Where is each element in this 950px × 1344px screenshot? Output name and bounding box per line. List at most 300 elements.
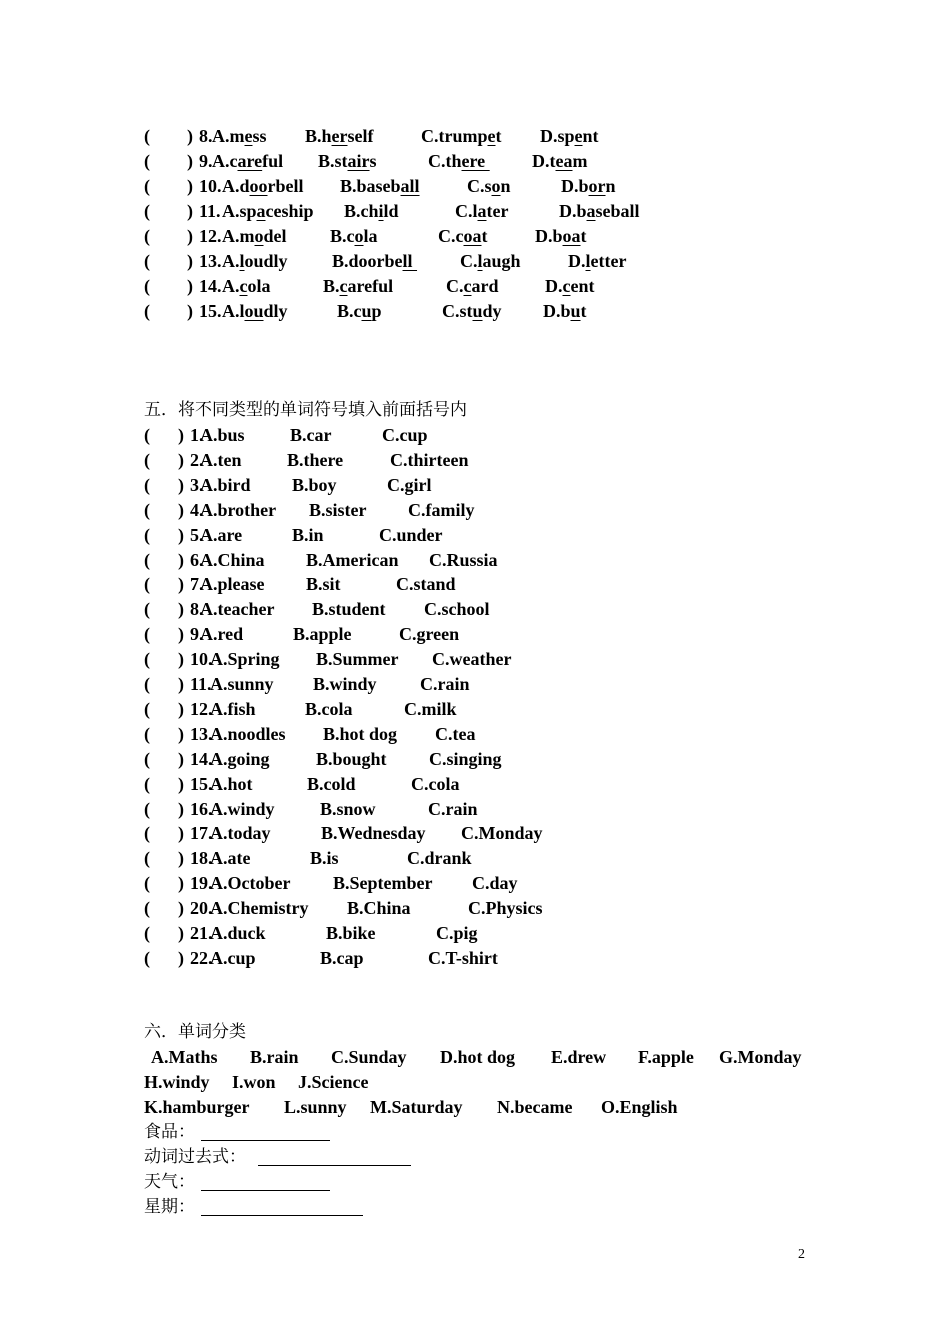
underlined-letters: c [239,276,248,296]
question-number: 15. [199,301,222,321]
option: A.sunny [210,674,274,694]
option-text: D.b [535,226,563,246]
answer-bracket-close: ) [178,649,184,670]
question-number: 10. [190,649,213,670]
question-number: 20. [190,898,213,919]
word-option: D.hot dog [440,1047,516,1067]
answer-blank [201,1190,330,1191]
option-text: oudly [244,251,288,271]
option-text: B.c [330,226,355,246]
option: A.October [210,873,291,894]
question-number: 11. [199,201,221,221]
question-row [0,722,950,747]
option [545,274,595,299]
option: A.ate [210,848,251,869]
option-text: B.doorbe [332,251,403,271]
underlined-letters: o [491,176,501,196]
section-title [0,1020,950,1045]
option-text: D.b [543,301,571,321]
answer-bracket-close: ) [178,499,184,520]
answer-bracket-open: ( [144,549,150,570]
underlined-letters: u [570,301,581,321]
option-text: C.l [455,201,478,221]
answer-bracket-close: ) [187,251,193,271]
option: B.Wednesday [321,823,426,844]
option-text: D.sp [540,126,575,146]
underlined-letters: ea [555,151,573,171]
option: B.bike [326,923,376,943]
answer-bracket-close: ) [178,873,184,894]
word-option: E.drew [551,1047,607,1067]
option-text: D.t [532,151,556,171]
underlined-letters: ou [244,301,264,321]
question-row [0,797,950,822]
option: A.brother [200,499,277,520]
option-text: ss [252,126,267,146]
underlined-letters: ll [402,251,418,271]
underlined-letters: c [562,276,571,296]
option-text: B.c [337,301,362,321]
question-row [0,124,950,149]
answer-bracket-open: ( [144,449,150,470]
option-text: t [580,301,587,321]
option: B.is [310,848,339,869]
section-title-text: 六．单词分类 [144,1022,246,1042]
category-label: 天气： [144,1172,195,1192]
answer-bracket-open: ( [144,798,150,819]
option-text: dy [482,301,502,321]
underlined-letters: l [239,251,245,271]
option: A.red [200,624,244,645]
answer-bracket-close: ) [178,898,184,919]
answer-bracket-open: ( [144,126,150,146]
option-text: n [605,176,616,196]
option-text: areful [347,276,394,296]
answer-bracket-close: ) [187,201,193,221]
option: C.rain [428,798,478,819]
question-row [0,747,950,772]
answer-bracket-open: ( [144,698,150,719]
underlined-letters: a [586,201,596,221]
word-option: O.English [601,1097,678,1117]
option: B.boy [292,474,337,495]
question-row [0,946,950,971]
option [460,249,521,274]
option: A.going [210,748,270,769]
option [455,199,508,224]
question-number: 9. [199,151,213,171]
option-text: la [363,226,378,246]
question-number: 10. [199,176,222,196]
option: B.sit [306,574,341,595]
question-number: 4. [190,499,204,520]
question-number: 12. [190,698,213,719]
option [438,224,488,249]
answer-bracket-open: ( [144,649,150,670]
category-row [0,1170,950,1195]
option-text: etter [590,251,627,271]
option-text: B.st [318,151,348,171]
answer-bracket-close: ) [187,276,193,296]
answer-bracket-close: ) [178,449,184,470]
category-row [0,1145,950,1170]
answer-bracket-close: ) [178,748,184,769]
word-option: B.rain [250,1047,299,1067]
option-text: C.th [428,151,462,171]
underlined-letters: a [256,201,266,221]
option: A.ten [200,449,242,470]
option: A.bus [200,425,245,445]
question-number: 18. [190,848,213,869]
question-row [0,448,950,473]
option: B.September [333,873,433,894]
option [428,149,490,174]
question-row [0,772,950,797]
option [222,274,271,299]
option-text: s [369,151,377,171]
answer-bracket-close: ) [187,301,193,321]
underlined-letters: e [244,126,253,146]
word-option: K.hamburger [144,1097,250,1117]
category-label: 动词过去式： [144,1147,246,1167]
option-text: D. [568,251,586,271]
word-option: G.Monday [719,1047,802,1067]
option-text: n [500,176,511,196]
question-row [0,871,950,896]
question-row [0,249,950,274]
answer-bracket-close: ) [187,126,193,146]
option: B.cold [307,773,356,794]
option: B.snow [320,798,376,819]
option [318,149,377,174]
option-text: D. [545,276,563,296]
question-row [0,523,950,548]
category-label: 星期： [144,1197,195,1217]
option-text: p [371,301,382,321]
option: C.school [424,599,490,620]
option: C.cup [382,425,428,445]
option-text: C. [446,276,464,296]
answer-bracket-open: ( [144,151,150,171]
option [344,199,399,224]
underlined-letters: a [477,201,487,221]
answer-bracket-open: ( [144,425,150,445]
option: B.student [312,599,386,620]
question-row [0,672,950,697]
answer-bracket-open: ( [144,748,150,769]
option-text: ard [471,276,499,296]
option-text: ter [486,201,509,221]
question-number: 13. [190,723,213,744]
option-text: m [572,151,588,171]
answer-bracket-open: ( [144,474,150,495]
question-row [0,224,950,249]
option: C.Monday [461,823,543,844]
underlined-letters: u [361,301,372,321]
option: A.fish [210,698,256,719]
option [467,174,511,199]
option [532,149,588,174]
option-text: ola [247,276,271,296]
answer-bracket-close: ) [178,524,184,545]
answer-bracket-close: ) [178,674,184,694]
option [212,149,283,174]
option: C.T-shirt [428,947,498,968]
underlined-letters: oa [463,226,482,246]
option-text: augh [482,251,521,271]
option [442,299,502,324]
underlined-letters: i [378,201,384,221]
underlined-letters: l [477,251,483,271]
question-row [0,896,950,921]
option: C.tea [435,723,476,744]
underlined-letters: l [585,251,591,271]
question-number: 8. [199,126,213,146]
answer-bracket-close: ) [178,624,184,645]
question-row [0,199,950,224]
option-text: A.sp [222,201,257,221]
option-text: A.c [212,151,238,171]
option [446,274,499,299]
option [323,274,393,299]
question-number: 3. [190,474,204,495]
question-row [0,473,950,498]
answer-bracket-open: ( [144,923,150,943]
question-number: 5. [190,524,204,545]
option-text: dly [263,301,288,321]
option: C.day [472,873,518,894]
answer-bracket-open: ( [144,848,150,869]
option: B.in [292,524,324,545]
question-row [0,597,950,622]
option-text: seball [595,201,640,221]
underlined-letters: o [254,226,264,246]
option-text: t [495,126,502,146]
question-number: 12. [199,226,222,246]
option-text: ent [570,276,595,296]
option: C.cola [411,773,460,794]
answer-bracket-open: ( [144,823,150,844]
option-text: C.st [442,301,473,321]
option-text: A.d [222,176,250,196]
option: C.weather [432,649,512,670]
word-option: N.became [497,1097,573,1117]
option-text: A. [222,251,240,271]
word-option: H.windy [144,1072,210,1092]
question-number: 16. [190,798,213,819]
underlined-letters: oa [562,226,581,246]
option-text: D.b [561,176,589,196]
word-option: L.sunny [284,1097,347,1117]
underlined-letters: e [574,126,583,146]
answer-bracket-open: ( [144,176,150,196]
option: A.hot [210,773,253,794]
option-text: A.m [212,126,245,146]
underlined-letters: er [331,126,348,146]
question-row [0,149,950,174]
option: C.drank [407,848,472,869]
option [540,124,599,149]
option-text: t [580,226,587,246]
option-text: B.ch [344,201,379,221]
word-option: A.Maths [151,1047,218,1067]
word-option: C.Sunday [331,1047,407,1067]
option: B.apple [293,624,352,645]
option: A.bird [200,474,251,495]
option-text: C.trump [421,126,488,146]
question-number: 1. [190,425,204,445]
question-number: 11. [190,674,212,694]
option-text: rbell [267,176,304,196]
option: C.singing [429,748,502,769]
question-number: 22. [190,947,213,968]
question-number: 2. [190,449,204,470]
option: B.Summer [316,649,399,670]
page-number: 2 [798,1247,805,1262]
option [535,224,587,249]
answer-bracket-open: ( [144,773,150,794]
answer-bracket-open: ( [144,226,150,246]
section-title-text: 五．将不同类型的单词符号填入前面括号内 [144,400,467,420]
answer-bracket-close: ) [178,947,184,968]
question-number: 13. [199,251,222,271]
option: A.China [200,549,265,570]
answer-bracket-open: ( [144,301,150,321]
word-option: M.Saturday [370,1097,463,1117]
category-row [0,1195,950,1220]
underlined-letters: all [400,176,420,196]
option: A.Spring [210,649,280,670]
underlined-letters: are [237,151,263,171]
option: A.cup [210,947,256,968]
option: C.Physics [468,898,543,919]
underlined-letters: air [347,151,370,171]
option: C.Russia [429,549,498,570]
option: A.teacher [200,599,275,620]
question-row [0,548,950,573]
underlined-letters: oo [249,176,268,196]
answer-blank [201,1215,363,1216]
option: A.noodles [210,723,286,744]
word-option: I.won [232,1072,276,1092]
option-text: A.l [222,301,245,321]
answer-bracket-close: ) [178,848,184,869]
answer-bracket-close: ) [178,823,184,844]
option [212,124,267,149]
option-text: B.baseb [340,176,401,196]
answer-bracket-open: ( [144,674,150,694]
underlined-letters: or [588,176,606,196]
option [222,299,288,324]
question-row [0,423,950,448]
word-option: J.Science [298,1072,369,1092]
word-bank-line [0,1045,950,1070]
option-text: ceship [265,201,314,221]
answer-bracket-open: ( [144,723,150,744]
answer-bracket-open: ( [144,499,150,520]
answer-bracket-close: ) [178,698,184,719]
option: C.stand [396,574,456,595]
option: A.duck [210,923,266,943]
option [421,124,502,149]
answer-bracket-close: ) [178,798,184,819]
option: C.milk [404,698,457,719]
option: C.rain [420,674,470,694]
category-row [0,1120,950,1145]
option-text: A. [222,276,240,296]
option: B.windy [313,674,377,694]
option: A.are [200,524,243,545]
option [332,249,417,274]
question-number: 21. [190,923,213,943]
option: B.bought [316,748,387,769]
option-text: nt [582,126,599,146]
option: B.hot dog [323,723,398,744]
answer-bracket-open: ( [144,624,150,645]
answer-bracket-open: ( [144,251,150,271]
underlined-letters: ere [461,151,490,171]
answer-bracket-open: ( [144,201,150,221]
underlined-letters: o [354,226,364,246]
question-row [0,572,950,597]
option: B.cap [320,947,364,968]
answer-bracket-close: ) [178,549,184,570]
option [222,174,304,199]
option [330,224,378,249]
word-bank-line [0,1095,950,1120]
option-text: C. [460,251,478,271]
answer-bracket-close: ) [187,226,193,246]
answer-bracket-close: ) [178,599,184,620]
option [559,199,640,224]
answer-bracket-open: ( [144,898,150,919]
option: B.China [347,898,411,919]
answer-bracket-open: ( [144,276,150,296]
option: C.thirteen [390,449,469,470]
option-text: B. [323,276,340,296]
question-number: 8. [190,599,204,620]
question-row [0,274,950,299]
answer-bracket-close: ) [178,723,184,744]
underlined-letters: e [487,126,496,146]
underlined-letters: u [472,301,483,321]
question-row [0,846,950,871]
question-row [0,647,950,672]
option-text: B.h [305,126,332,146]
answer-bracket-close: ) [187,151,193,171]
option [222,224,287,249]
option: A.please [200,574,265,595]
underlined-letters: c [339,276,348,296]
answer-bracket-close: ) [178,474,184,495]
section-title [0,398,950,423]
question-row [0,174,950,199]
question-number: 14. [199,276,222,296]
question-row [0,622,950,647]
option [568,249,626,274]
question-number: 19. [190,873,213,894]
question-number: 9. [190,624,204,645]
answer-bracket-open: ( [144,574,150,595]
question-number: 17. [190,823,213,844]
underlined-letters: c [463,276,472,296]
option-text: t [481,226,488,246]
answer-bracket-open: ( [144,599,150,620]
option-text: self [347,126,374,146]
option: C.pig [436,923,478,943]
option: B.cola [305,698,353,719]
answer-bracket-close: ) [178,574,184,595]
